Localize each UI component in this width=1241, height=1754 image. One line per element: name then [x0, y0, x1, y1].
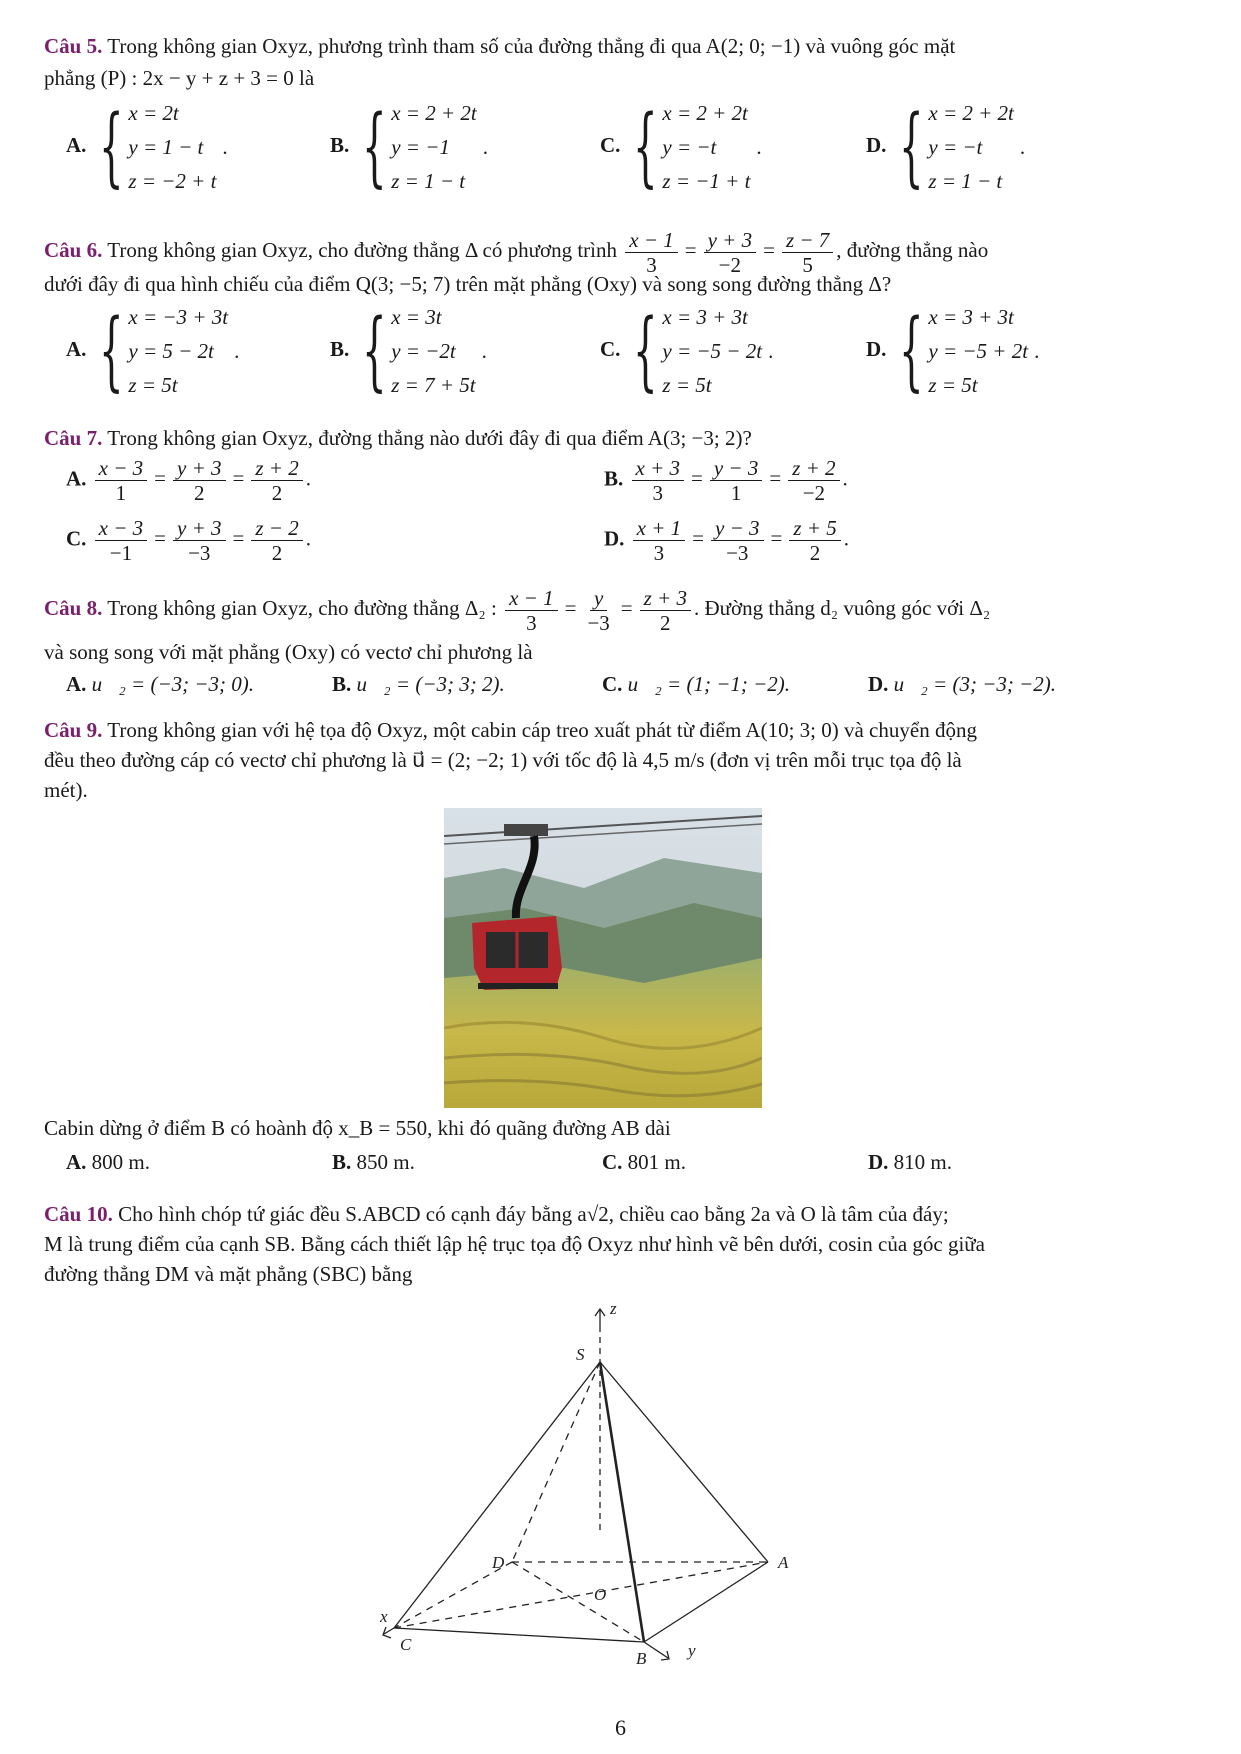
- fraction: $\frac{y + 3}{-3}$: [173, 516, 226, 565]
- sys-row: y = 1 − t: [128, 135, 204, 159]
- fraction: $\frac{z + 5}{2}$: [789, 516, 840, 565]
- q8-option-c[interactable]: [602, 672, 790, 697]
- cable-car-photo: [444, 808, 762, 1108]
- q9-text1: Trong không gian với hệ tọa độ Oxyz, một cabin cáp treo xuất phát từ điểm A(10; 3; 0) và chuyển động: [107, 718, 977, 742]
- sys-row: y = −t: [662, 135, 717, 159]
- option-label: A.: [66, 132, 87, 157]
- option-label: C.: [66, 526, 87, 551]
- option-text: 850 m.: [356, 1150, 415, 1174]
- option-label: A.: [66, 466, 87, 491]
- label-z: z: [610, 1300, 617, 1318]
- q5-label: Câu 5.: [44, 34, 103, 58]
- fraction: $\frac{z + 3}{2}$: [640, 586, 691, 635]
- option-label: D.: [868, 1150, 889, 1174]
- y-axis: [644, 1642, 668, 1658]
- option-label: D.: [866, 336, 887, 361]
- q7-label: Câu 7.: [44, 426, 103, 450]
- label-C: C: [400, 1635, 412, 1654]
- sys-row: z = 1 − t: [391, 169, 466, 193]
- option-label: A.: [66, 1150, 87, 1174]
- fraction: $\frac{y + 3}{2}$: [173, 456, 226, 505]
- edge-BA: [644, 1562, 768, 1642]
- fraction: $\frac{x - 1}{3}$: [625, 228, 678, 277]
- edge-CB: [394, 1628, 644, 1642]
- diag-DB: [512, 1562, 644, 1642]
- q5-line1: [44, 32, 955, 60]
- label-A: A: [778, 1553, 789, 1572]
- q9-text3: mét).: [44, 778, 88, 802]
- sys-row: x = −3 + 3t: [128, 305, 229, 329]
- sys-row: x = 2 + 2t: [391, 101, 477, 125]
- diag-CA: [394, 1562, 768, 1628]
- page-number: 6: [615, 1715, 626, 1740]
- q9-option-a[interactable]: [66, 1150, 150, 1175]
- option-text: 801 m.: [627, 1150, 687, 1174]
- option-label: C.: [600, 336, 621, 361]
- q6-option-a[interactable]: A. { x = −3 + 3t y = 5 − 2t z = 5t .: [66, 301, 240, 401]
- sys-row: z = 7 + 5t: [391, 373, 476, 397]
- q10-label: Câu 10.: [44, 1202, 113, 1226]
- edge-SB: [600, 1362, 644, 1642]
- q5-option-d[interactable]: D. { x = 2 + 2t y = −t z = 1 − t .: [866, 97, 1026, 197]
- q8-option-d[interactable]: [868, 672, 1056, 697]
- cable-car-image: [444, 808, 762, 1108]
- sys-row: y = −5 + 2t: [928, 339, 1029, 363]
- sys-row: x = 3 + 3t: [928, 305, 1014, 329]
- option-text: u⃗₂ = (1; −1; −2).: [627, 672, 791, 696]
- q9-label: Câu 9.: [44, 718, 103, 742]
- sys-row: x = 3t: [391, 305, 442, 329]
- label-O: O: [594, 1585, 607, 1604]
- sys-row: x = 3 + 3t: [662, 305, 748, 329]
- fraction: $\frac{x - 3}{-1}$: [95, 516, 148, 565]
- q6-text2: dưới đây đi qua hình chiếu của điểm Q(3; −5; 7) trên mặt phẳng (Oxy) và song song đường thẳng Δ?: [44, 272, 892, 296]
- fraction: $\frac{z + 2}{-2}$: [788, 456, 839, 505]
- label-S: S: [576, 1345, 585, 1364]
- option-text: 810 m.: [893, 1150, 953, 1174]
- label-y: y: [688, 1641, 696, 1660]
- q10-text1: Cho hình chóp tứ giác đều S.ABCD có cạnh đáy bằng a√2, chiều cao bằng 2a và O là tâm của đáy;: [118, 1202, 949, 1226]
- fraction: $\frac{z + 2}{2}$: [251, 456, 302, 505]
- q8-label: Câu 8.: [44, 596, 103, 620]
- q5-text1: Trong không gian Oxyz, phương trình tham số của đường thẳng đi qua A(2; 0; −1) và vuông góc mặt: [107, 34, 956, 58]
- option-label: B.: [332, 672, 352, 696]
- sys-row: y = 5 − 2t: [128, 339, 214, 363]
- q10-text2: M là trung điểm của cạnh SB. Bằng cách thiết lập hệ trục tọa độ Oxyz như hình vẽ bên dưới, cosin của góc giữa: [44, 1232, 986, 1256]
- q8-text1a: Trong không gian Oxyz, cho đường thẳng Δ₂ :: [107, 596, 497, 620]
- q7-option-b[interactable]: B. $\frac{x + 3}{3}$ = $\frac{y - 3}{1}$ = $\frac{z + 2}{-2}$ .: [604, 456, 848, 505]
- option-label: A.: [66, 336, 87, 361]
- option-label: C.: [600, 132, 621, 157]
- option-text: u⃗₂ = (−3; −3; 0).: [91, 672, 255, 696]
- option-label: B.: [604, 466, 624, 491]
- q10-text3: đường thẳng DM và mặt phẳng (SBC) bằng: [44, 1262, 413, 1286]
- option-text: u⃗₂ = (−3; 3; 2).: [356, 672, 505, 696]
- q5-option-b[interactable]: B. { x = 2 + 2t y = −1 z = 1 − t .: [330, 97, 488, 197]
- option-label: C.: [602, 1150, 623, 1174]
- fraction: $\frac{z - 2}{2}$: [251, 516, 302, 565]
- fraction: $\frac{x + 3}{3}$: [632, 456, 685, 505]
- pyramid-figure: [380, 1300, 820, 1680]
- q8-option-a[interactable]: [66, 672, 254, 697]
- fraction: $\frac{z - 7}{5}$: [782, 228, 833, 277]
- q7-option-d[interactable]: D. $\frac{x + 1}{3}$ = $\frac{y - 3}{-3}$ = $\frac{z + 5}{2}$ .: [604, 516, 849, 565]
- sys-row: y = −1: [391, 135, 450, 159]
- option-label: B.: [332, 1150, 352, 1174]
- option-label: B.: [330, 132, 350, 157]
- q9-after: Cabin dừng ở điểm B có hoành độ x_B = 550, khi đó quãng đường AB dài: [44, 1116, 671, 1140]
- q9-option-c[interactable]: [602, 1150, 686, 1175]
- option-label: D.: [868, 672, 889, 696]
- q8-text1b: . Đường thẳng d₂ vuông góc với Δ₂: [693, 596, 991, 620]
- sys-row: y = −2t: [391, 339, 456, 363]
- option-label: B.: [330, 336, 350, 361]
- sys-row: z = −1 + t: [662, 169, 751, 193]
- q5-option-a[interactable]: A. { x = 2t y = 1 − t z = −2 + t .: [66, 97, 228, 197]
- q6-label: Câu 6.: [44, 238, 103, 262]
- q9-line1: [44, 716, 977, 744]
- option-label: C.: [602, 672, 623, 696]
- q6-line1: Câu 6. Trong không gian Oxyz, cho đường thẳng Δ có phương trình $\frac{x - 1}{3}$ = $\frac{y + 3}{-2}$ = $\frac{z - 7}{5}$ , đường thẳng nào: [44, 227, 989, 277]
- sys-row: x = 2 + 2t: [662, 101, 748, 125]
- sys-row: z = 1 − t: [928, 169, 1003, 193]
- q7-line: [44, 424, 752, 452]
- fraction: $\frac{y - 3}{-3}$: [711, 516, 764, 565]
- q5-option-c[interactable]: C. { x = 2 + 2t y = −t z = −1 + t .: [600, 97, 762, 197]
- option-label: D.: [866, 132, 887, 157]
- option-text: 800 m.: [91, 1150, 151, 1174]
- option-label: A.: [66, 672, 87, 696]
- label-x: x: [380, 1607, 388, 1626]
- fraction: $\frac{y + 3}{-2}$: [704, 228, 757, 277]
- q9-option-b[interactable]: [332, 1150, 415, 1175]
- sys-row: z = 5t: [128, 373, 178, 397]
- label-D: D: [492, 1553, 505, 1572]
- q6-option-d[interactable]: D. { x = 3 + 3t y = −5 + 2t z = 5t .: [866, 301, 1040, 401]
- edge-SA: [600, 1362, 768, 1562]
- option-label: D.: [604, 526, 625, 551]
- q7-text: Trong không gian Oxyz, đường thẳng nào dưới đây đi qua điểm A(3; −3; 2)?: [107, 426, 752, 450]
- q8-text2: và song song với mặt phẳng (Oxy) có vectơ chỉ phương là: [44, 640, 533, 664]
- q6-option-b[interactable]: B. { x = 3t y = −2t z = 7 + 5t .: [330, 301, 487, 401]
- sys-row: z = −2 + t: [128, 169, 217, 193]
- option-text: u⃗₂ = (3; −3; −2).: [893, 672, 1057, 696]
- sys-row: z = 5t: [662, 373, 712, 397]
- q6-option-c[interactable]: C. { x = 3 + 3t y = −5 − 2t z = 5t .: [600, 301, 774, 401]
- edge-SD: [512, 1362, 600, 1562]
- edge-SC: [394, 1362, 600, 1628]
- sys-row: x = 2 + 2t: [928, 101, 1014, 125]
- sys-row: y = −5 − 2t: [662, 339, 763, 363]
- q6-text1b: , đường thẳng nào: [836, 238, 989, 262]
- sys-row: x = 2t: [128, 101, 179, 125]
- fraction: $\frac{x + 1}{3}$: [633, 516, 686, 565]
- fraction: $\frac{x - 1}{3}$: [505, 586, 558, 635]
- q6-text1a: Trong không gian Oxyz, cho đường thẳng Δ có phương trình: [107, 238, 617, 262]
- q9-option-d[interactable]: [868, 1150, 952, 1175]
- fraction: $\frac{y}{-3}$: [587, 585, 610, 635]
- sys-row: y = −t: [928, 135, 983, 159]
- fraction: $\frac{y - 3}{1}$: [710, 456, 763, 505]
- label-B: B: [636, 1649, 647, 1668]
- q10-line1: [44, 1200, 949, 1228]
- q8-line1: Câu 8. Trong không gian Oxyz, cho đường thẳng Δ₂ : $\frac{x - 1}{3}$ = $\frac{y}{-3}$ = $\frac{z + 3}{2}$ . Đường thẳng d₂ vuông góc với Δ₂: [44, 585, 991, 635]
- q7-option-a[interactable]: A. $\frac{x - 3}{1}$ = $\frac{y + 3}{2}$ = $\frac{z + 2}{2}$ .: [66, 456, 311, 505]
- q9-text2: đều theo đường cáp có vectơ chỉ phương là u⃗ = (2; −2; 1) với tốc độ là 4,5 m/s (đơn vị trên mỗi trục tọa độ là: [44, 748, 962, 772]
- fraction: $\frac{x - 3}{1}$: [95, 456, 148, 505]
- sys-row: z = 5t: [928, 373, 978, 397]
- q7-option-c[interactable]: C. $\frac{x - 3}{-1}$ = $\frac{y + 3}{-3}$ = $\frac{z - 2}{2}$ .: [66, 516, 311, 565]
- q5-text2: phẳng (P) : 2x − y + z + 3 = 0 là: [44, 66, 315, 90]
- q8-option-b[interactable]: [332, 672, 505, 697]
